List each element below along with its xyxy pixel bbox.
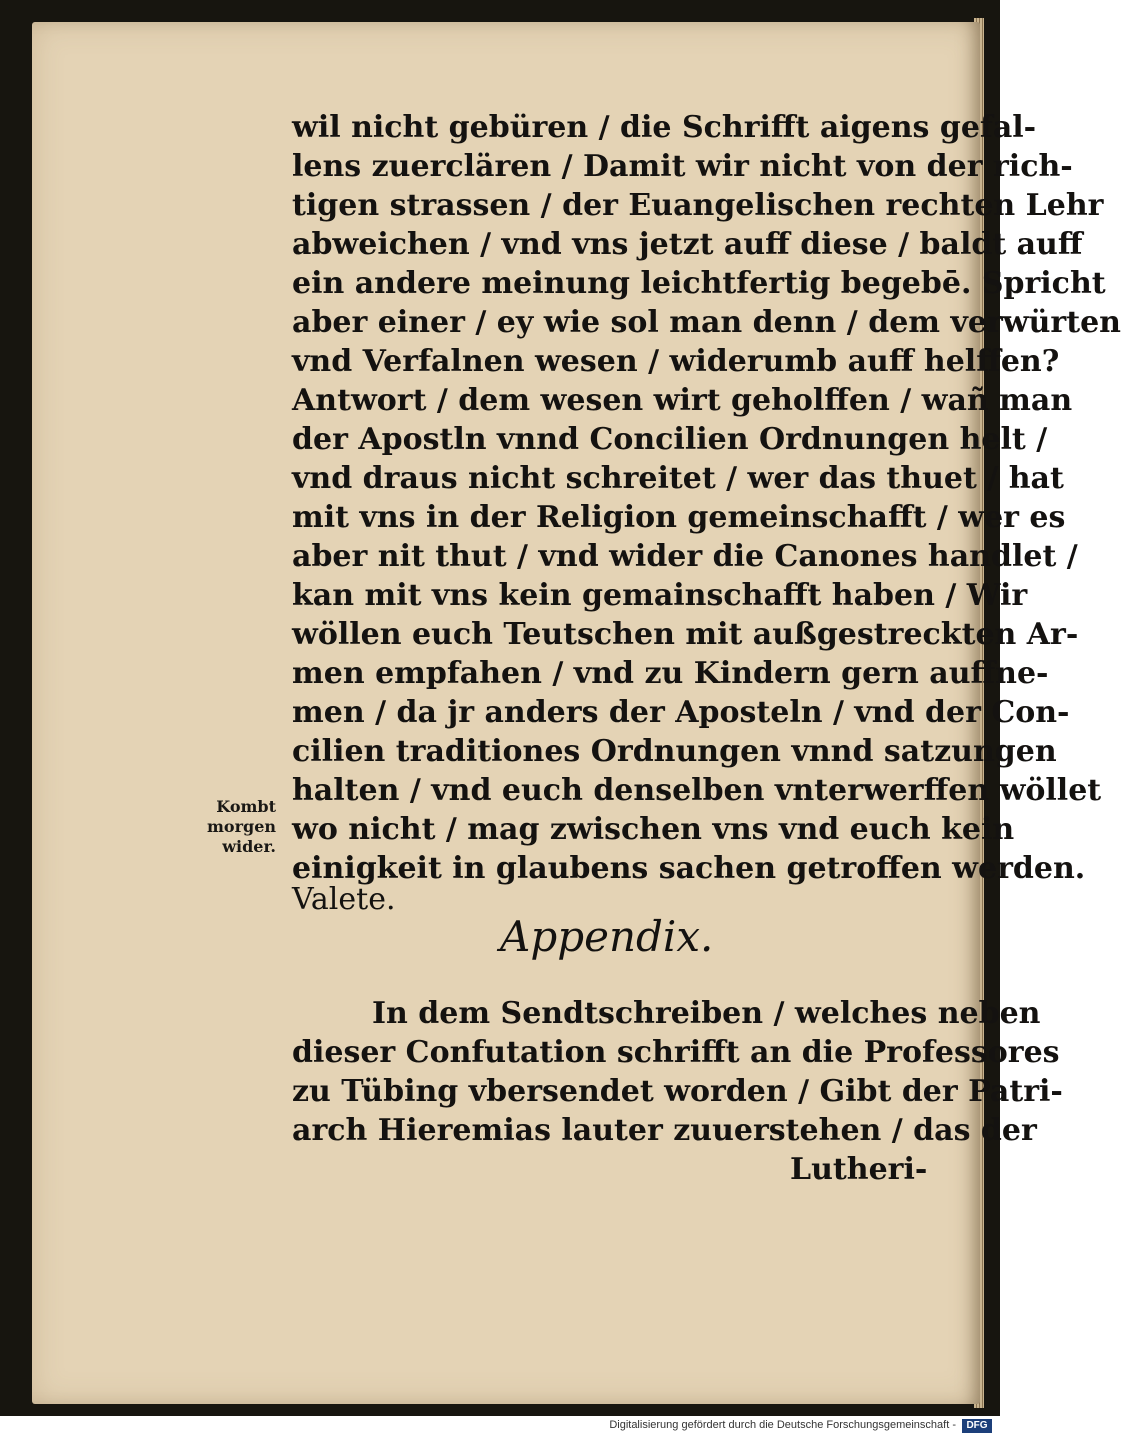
- text-line: tigen strassen / der Euangelischen rechten Lehr: [292, 188, 1104, 223]
- text-line: vnd draus nicht schreitet / wer das thuet / hat: [292, 461, 1064, 496]
- appendix-line: zu Tübing vbersendet worden / Gibt der Patri-: [292, 1074, 1063, 1109]
- text-line: halten / vnd euch denselben vnterwerffen wöllet: [292, 773, 1102, 808]
- text-line: cilien traditiones Ordnungen vnnd satzungen: [292, 734, 1057, 769]
- text-line: einigkeit in glaubens sachen getroffen werden.: [292, 851, 1086, 886]
- valete-line: Valete.: [292, 882, 396, 917]
- dfg-logo-icon: DFG: [962, 1419, 992, 1433]
- text-line: aber nit thut / vnd wider die Canones handlet /: [292, 539, 1078, 574]
- text-line: kan mit vns kein gemainschafft haben / Wir: [292, 578, 1028, 613]
- footer-credit: Digitalisierung gefördert durch die Deutsche Forschungsgemeinschaft -: [609, 1419, 956, 1431]
- text-line: wo nicht / mag zwischen vns vnd euch kein: [292, 812, 1015, 847]
- appendix-line: dieser Confutation schrifft an die Professores: [292, 1035, 1060, 1070]
- appendix-line: arch Hieremias lauter zuuerstehen / das der: [292, 1113, 1037, 1148]
- margin-note: [190, 797, 276, 857]
- margin-note-line: morgen: [206, 817, 276, 836]
- text-line: der Apostln vnnd Concilien Ordnungen helt /: [292, 422, 1048, 457]
- text-line: Antwort / dem wesen wirt geholffen / wañ man: [292, 383, 1073, 418]
- footer-bar: [0, 1416, 1000, 1437]
- text-line: mit vns in der Religion gemeinschafft / wer es: [292, 500, 1066, 535]
- text-line: aber einer / ey wie sol man denn / dem verwürten: [292, 305, 1121, 340]
- text-line: wöllen euch Teutschen mit außgestreckten Ar-: [292, 617, 1079, 652]
- margin-note-line: wider.: [222, 837, 276, 856]
- appendix-heading: Appendix.: [500, 912, 714, 961]
- text-line: wil nicht gebüren / die Schrifft aigens gefal-: [292, 110, 1037, 145]
- text-line: vnd Verfalnen wesen / widerumb auff helffen?: [292, 344, 1060, 379]
- catchword: Lutheri-: [790, 1152, 928, 1187]
- text-line: lens zuerclären / Damit wir nicht von der rich-: [292, 149, 1073, 184]
- text-line: men empfahen / vnd zu Kindern gern auffne-: [292, 656, 1049, 691]
- text-line: ein andere meinung leichtfertig begebē. Spricht: [292, 266, 1106, 301]
- appendix-line: In dem Sendtschreiben / welches neben: [372, 996, 1041, 1031]
- margin-note-line: Kombt: [216, 797, 276, 816]
- text-line: men / da jr anders der Aposteln / vnd der Con-: [292, 695, 1070, 730]
- text-line: abweichen / vnd vns jetzt auff diese / baldt auff: [292, 227, 1083, 262]
